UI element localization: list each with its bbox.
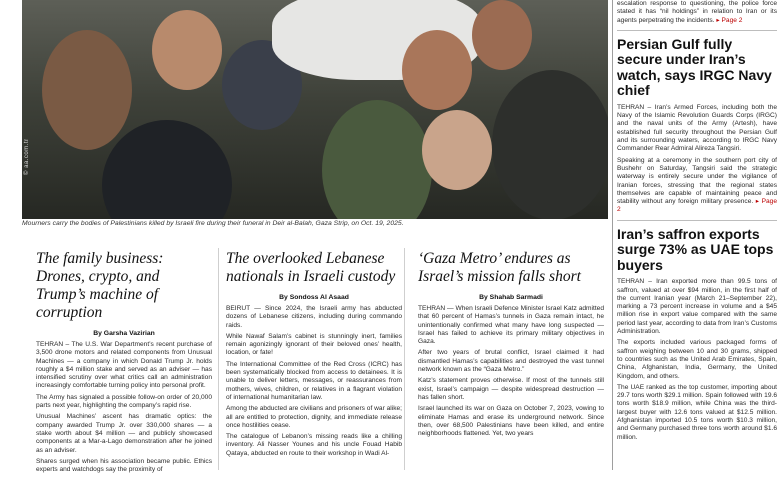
- article-paragraph: Among the abducted are civilians and prisoners of war alike; all are entitled to protection, dignity, and immediate release once hostilities cease.: [226, 405, 402, 429]
- article-headline[interactable]: The overlooked Lebanese nationals in Israeli custody: [226, 250, 396, 285]
- sidebar-headline[interactable]: Iran’s saffron exports surge 73% as UAE tops buyers: [617, 225, 774, 273]
- sidebar-top-paragraph: escalation response to questioning, the police force stated it has “nil holdings” in relation to Iran or its agents perpetrating the incidents. ▸ Page 2: [617, 0, 777, 24]
- article-paragraph: After two years of brutal conflict, Israel claimed it had dismantled Hamas’s capabilities and destroyed the vast tunnel network known as the “Gaza Metro.”: [418, 349, 604, 374]
- sidebar-paragraph: TEHRAN – Iran exported more than 99.5 tons of saffron, valued at over $94 million, in the first half of the current Iranian year (March 21–September 22), marking a 73 percent increase in volume and a $45 million rise in export value compared with the same period last year, according to data from Iran’s Customs Administration.: [617, 278, 777, 336]
- article-gaza-metro: [418, 250, 604, 441]
- article-paragraph: Katz’s statement proves otherwise. If most of the tunnels still exist, Israel’s campaign — despite widespread destruction — has fallen short.: [418, 377, 604, 401]
- article-byline: By Shahab Sarmadi: [479, 294, 543, 301]
- photo-caption: Mourners carry the bodies of Palestinians killed by Israeli fire during their funeral in Deir al-Balah, Gaza Strip, on Oct. 19, 2025.: [22, 220, 404, 227]
- article-byline: By Sondoss Al Asaad: [279, 294, 349, 301]
- article-paragraph: Israel launched its war on Gaza on October 7, 2023, vowing to eliminate Hamas and erase its underground network. Since then, over 68,500 Palestinians have been killed, and entire neighborhoods flattened. Yet, two years: [418, 405, 604, 438]
- column-divider: [218, 248, 219, 470]
- sidebar-rule: [617, 220, 777, 221]
- article-paragraph: The catalogue of Lebanon’s missing reads like a chilling inventory. Ali Nasser Younes and his uncle Fouad Habib Qataya, abducted en route to their workshop in Wadi Al-: [226, 433, 402, 457]
- article-headline[interactable]: ‘Gaza Metro’ endures as Israel’s mission falls short: [418, 250, 581, 285]
- photo-figure: [422, 110, 492, 190]
- article-paragraph: Shares surged when his association became public. Ethics experts and watchdogs say the proximity of: [36, 457, 212, 474]
- sidebar-news: [617, 0, 777, 445]
- article-byline: By Garsha Vazirian: [93, 330, 155, 337]
- photo-figure: [402, 30, 472, 110]
- photo-figure: [152, 10, 222, 90]
- page-reference-link[interactable]: ▸ Page 2: [617, 198, 777, 214]
- article-paragraph: TEHRAN – The U.S. War Department’s recent purchase of 3,500 drone motors and related components from Unusual Machines — a company in which Donald Trump Jr. holds roughly a $4 million stake and served as an adviser — has intensified scrutiny over what critics call an administration increasingly comfortable turning policy into personal profit.: [36, 341, 212, 390]
- article-body: [36, 341, 212, 474]
- page-reference-link[interactable]: ▸ Page 2: [716, 16, 743, 24]
- photo-figure: [492, 70, 608, 219]
- photo-credit: © aa.com.tr: [24, 138, 30, 175]
- photo-figure: [42, 30, 132, 150]
- article-headline[interactable]: The family business: Drones, crypto, and Trump’s machine of corruption: [36, 250, 164, 321]
- article-family-business: [36, 250, 212, 477]
- article-body: [226, 305, 402, 458]
- article-lebanese-nationals: [226, 250, 402, 461]
- article-paragraph: BEIRUT — Since 2024, the Israeli army has abducted dozens of Lebanese citizens, including during commando raids.: [226, 305, 402, 329]
- sidebar-headline[interactable]: Persian Gulf fully secure under Iran’s watch, says IRGC Navy chief: [617, 35, 772, 99]
- article-paragraph: TEHRAN — When Israeli Defence Minister Israel Katz admitted that 60 percent of Hamas’s tunnels in Gaza remain intact, he unintentionally confirmed what many have long suspected — Israel has failed to achieve its primary military objectives in Gaza.: [418, 305, 604, 346]
- article-paragraph: Unusual Machines’ ascent has dramatic optics: the company awarded Trump Jr. over 330,000 shares — a stake worth about $4 million — and publicly showcased components at a Mar-a-Lago demonstration after he joined as an adviser.: [36, 413, 212, 454]
- sidebar-divider: [612, 0, 613, 470]
- photo-figure: [102, 120, 232, 219]
- article-body: [418, 305, 604, 438]
- column-divider: [404, 248, 405, 470]
- article-paragraph: The Army has signaled a possible follow-on order of 20,000 parts next year, highlighting the company’s rapid rise.: [36, 393, 212, 410]
- lead-photo: [22, 0, 608, 219]
- photo-figure: [472, 0, 532, 70]
- article-paragraph: While Nawaf Salam’s cabinet is stunningly inert, families remain agonizingly ignorant of their beloved ones’ health, location, or fate!: [226, 332, 402, 357]
- sidebar-paragraph: Speaking at a ceremony in the southern port city of Bushehr on Saturday, Tangsiri said the strategic waterway is entirely secure under the vigilance of Iranian forces, stressing that the regional states themselves are capable of maintaining peace and stability without any foreign military presence. ▸ Page 2: [617, 156, 777, 214]
- article-paragraph: The International Committee of the Red Cross (ICRC) has been systematically blocked from access to detainees. It is unable to deliver letters, messages, or reassurances from mothers, wives, children, or relatives in a flagrant violation of international humanitarian law.: [226, 360, 402, 401]
- photo-figure: [322, 100, 432, 219]
- sidebar-rule: [617, 30, 777, 31]
- sidebar-paragraph: The exports included various packaged forms of saffron weighing between 10 and 30 grams, shipped to countries such as the United Arab Emirates, Spain, China, Afghanistan, India, Germany, the United Kingdom, and others.: [617, 339, 777, 380]
- sidebar-paragraph: The UAE ranked as the top customer, importing about 29.7 tons worth $29.1 million. Spain followed with 19.6 tons worth $18.9 million, while China was the third-largest buyer with 12.6 tons valued at $12.5 million. Afghanistan imported 10.5 tons worth $10.3 million, and Germany purchased three tons worth around $1.6 million.: [617, 383, 777, 441]
- sidebar-paragraph: TEHRAN – Iran’s Armed Forces, including both the Navy of the Islamic Revolution Guards Corps (IRGC) and the naval units of the Army (Artesh), have established full security throughout the Persian Gulf and its surrounding waters, according to IRGC Navy Commander Rear Admiral Alireza Tangsiri.: [617, 103, 777, 153]
